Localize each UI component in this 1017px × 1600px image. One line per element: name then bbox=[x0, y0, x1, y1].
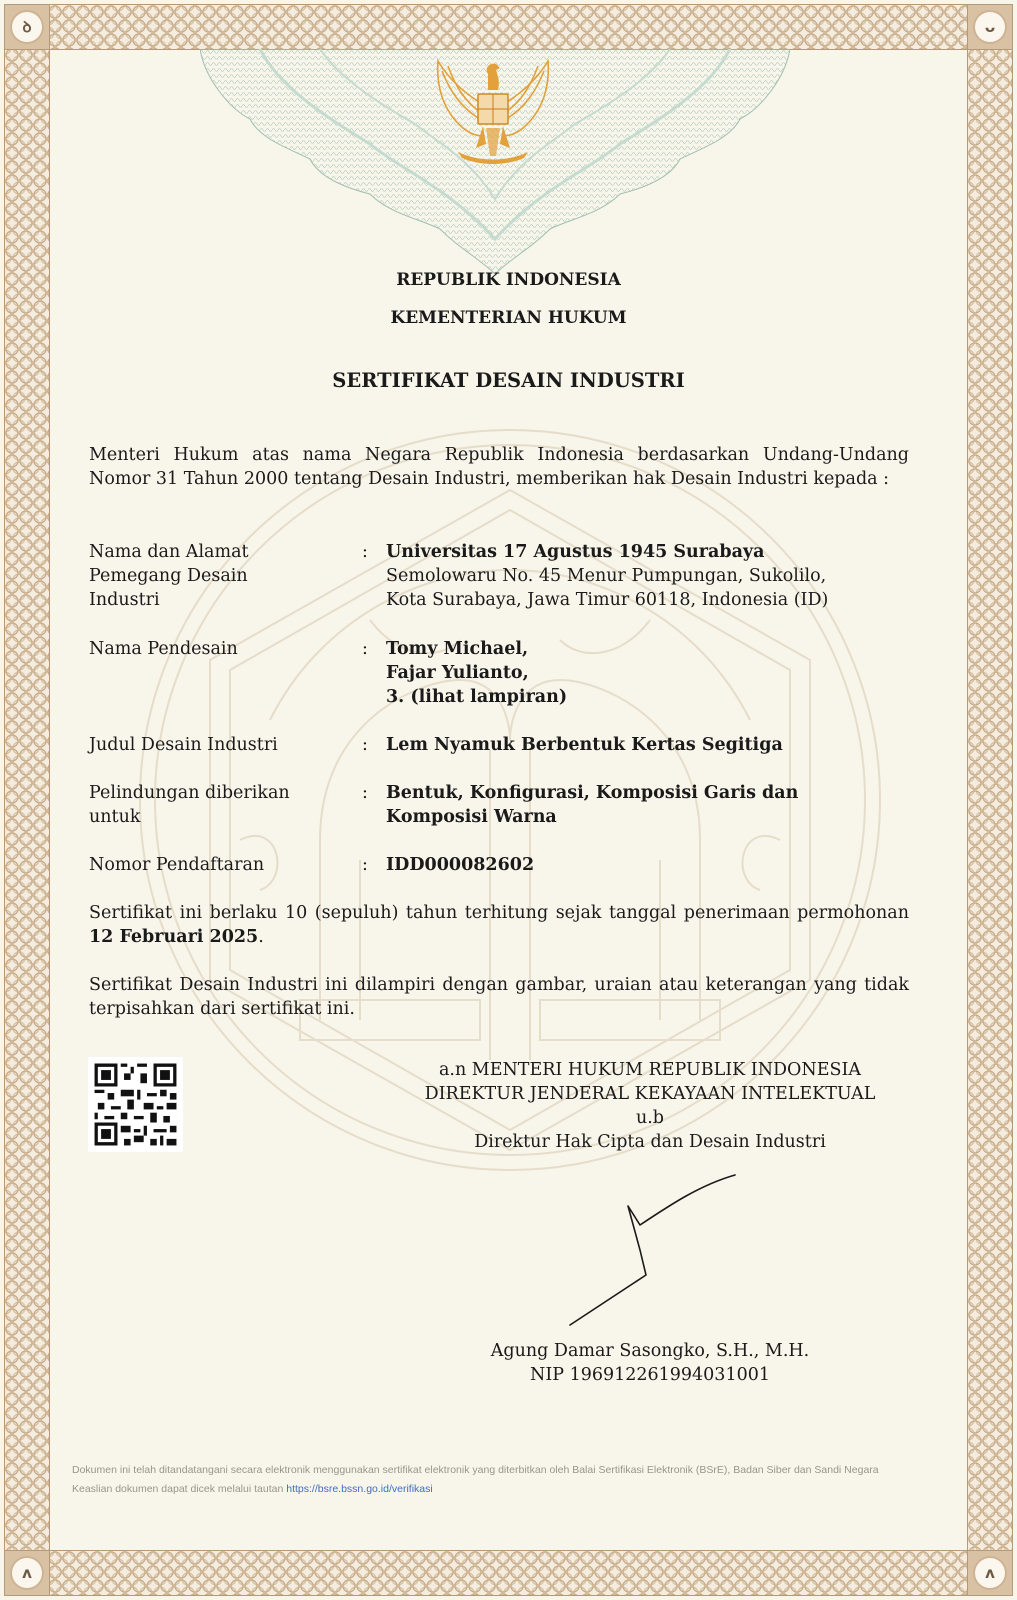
verification-link[interactable]: https://bsre.bssn.go.id/verifikasi bbox=[286, 1483, 433, 1495]
field-registration-number bbox=[89, 853, 916, 877]
designer-name: Fajar Yulianto, bbox=[386, 663, 529, 683]
field-colon: : bbox=[362, 735, 368, 755]
validity-end: . bbox=[258, 927, 264, 947]
corner-ornament-top-right bbox=[967, 4, 1013, 50]
handwritten-signature bbox=[560, 1170, 740, 1330]
validity-paragraph bbox=[89, 901, 909, 949]
field-designers bbox=[89, 637, 916, 709]
label-line: Pelindungan diberikan bbox=[89, 783, 290, 803]
holder-address-line: Kota Surabaya, Jawa Timur 60118, Indonesia (ID) bbox=[386, 590, 829, 610]
electronic-signature-notice bbox=[72, 1461, 952, 1499]
label-line: Pemegang Desain bbox=[89, 566, 248, 586]
validity-text: Sertifikat ini berlaku 10 (sepuluh) tahun terhitung sejak tanggal penerimaan permohonan bbox=[89, 903, 909, 923]
field-holder bbox=[89, 540, 916, 612]
authority-line: DIREKTUR JENDERAL KEKAYAAN INTELEKTUAL bbox=[424, 1084, 876, 1104]
corner-ornament-top-left bbox=[4, 4, 50, 50]
field-value bbox=[386, 637, 916, 709]
corner-ornament-bottom-left bbox=[4, 1550, 50, 1596]
attachment-paragraph: Sertifikat Desain Industri ini dilampiri dengan gambar, uraian atau keterangan yang tidak terpisahkan dari sertifikat ini. bbox=[89, 975, 909, 1019]
border-top bbox=[48, 4, 969, 50]
field-colon: : bbox=[362, 783, 368, 803]
authority-line: u.b bbox=[635, 1108, 665, 1128]
corner-medallion-icon: ʌ bbox=[975, 1558, 1005, 1588]
field-label: Nama Pendesain bbox=[89, 639, 238, 659]
field-colon: : bbox=[362, 639, 368, 659]
field-value bbox=[386, 781, 916, 829]
label-line: Nama dan Alamat bbox=[89, 542, 249, 562]
signature-authority-block bbox=[380, 1058, 920, 1154]
label-line: Industri bbox=[89, 590, 160, 610]
registration-number-value: IDD000082602 bbox=[386, 855, 535, 875]
garuda-pancasila-emblem-icon bbox=[428, 56, 558, 176]
certificate-title: SERTIFIKAT DESAIN INDUSTRI bbox=[332, 369, 685, 392]
footer-line bbox=[72, 1480, 952, 1499]
qr-code-icon[interactable] bbox=[88, 1057, 183, 1152]
designer-name: 3. (lihat lampiran) bbox=[386, 687, 568, 707]
corner-medallion-icon: ꝺ bbox=[12, 12, 42, 42]
application-date: 12 Februari 2025 bbox=[89, 927, 259, 947]
field-value bbox=[386, 540, 916, 612]
holder-address-line: Semolowaru No. 45 Menur Pumpungan, Sukolilo, bbox=[386, 566, 827, 586]
field-colon: : bbox=[362, 855, 368, 875]
field-protection bbox=[89, 781, 916, 829]
border-bottom bbox=[48, 1550, 969, 1596]
corner-ornament-bottom-right bbox=[967, 1550, 1013, 1596]
corner-medallion-icon: ᴗ bbox=[975, 12, 1005, 42]
footer-line: Dokumen ini telah ditandatangani secara elektronik menggunakan sertifikat elektronik yang diterbitkan oleh Balai Sertifikasi Elektronik (BSrE), Badan Siber dan Sandi Negara bbox=[72, 1464, 879, 1476]
field-label: Nomor Pendaftaran bbox=[89, 855, 265, 875]
field-label bbox=[89, 781, 362, 829]
signer-name: Agung Damar Sasongko, S.H., M.H. bbox=[490, 1341, 810, 1361]
signer-block bbox=[380, 1339, 920, 1387]
signer-nip: NIP 196912261994031001 bbox=[530, 1365, 770, 1385]
label-line: untuk bbox=[89, 807, 141, 827]
holder-name: Universitas 17 Agustus 1945 Surabaya bbox=[386, 542, 765, 562]
field-label: Judul Desain Industri bbox=[89, 735, 278, 755]
intro-paragraph: Menteri Hukum atas nama Negara Republik Indonesia berdasarkan Undang-Undang Nomor 31 Tahun 2000 tentang Desain Industri, memberikan hak Desain Industri kepada : bbox=[89, 445, 909, 489]
field-colon: : bbox=[362, 542, 368, 562]
country-heading: REPUBLIK INDONESIA bbox=[396, 270, 621, 290]
authority-line: Direktur Hak Cipta dan Desain Industri bbox=[474, 1132, 826, 1152]
design-title-value: Lem Nyamuk Berbentuk Kertas Segitiga bbox=[386, 735, 783, 755]
authority-line: a.n MENTERI HUKUM REPUBLIK INDONESIA bbox=[438, 1060, 862, 1080]
protection-line: Komposisi Warna bbox=[386, 807, 557, 827]
protection-line: Bentuk, Konfigurasi, Komposisi Garis dan bbox=[386, 783, 799, 803]
field-label bbox=[89, 540, 362, 612]
field-design-title bbox=[89, 733, 916, 757]
corner-medallion-icon: ʌ bbox=[12, 1558, 42, 1588]
ministry-heading: KEMENTERIAN HUKUM bbox=[390, 308, 627, 328]
footer-verify-text: Keaslian dokumen dapat dicek melalui tautan bbox=[72, 1483, 287, 1495]
designer-name: Tomy Michael, bbox=[386, 639, 529, 659]
